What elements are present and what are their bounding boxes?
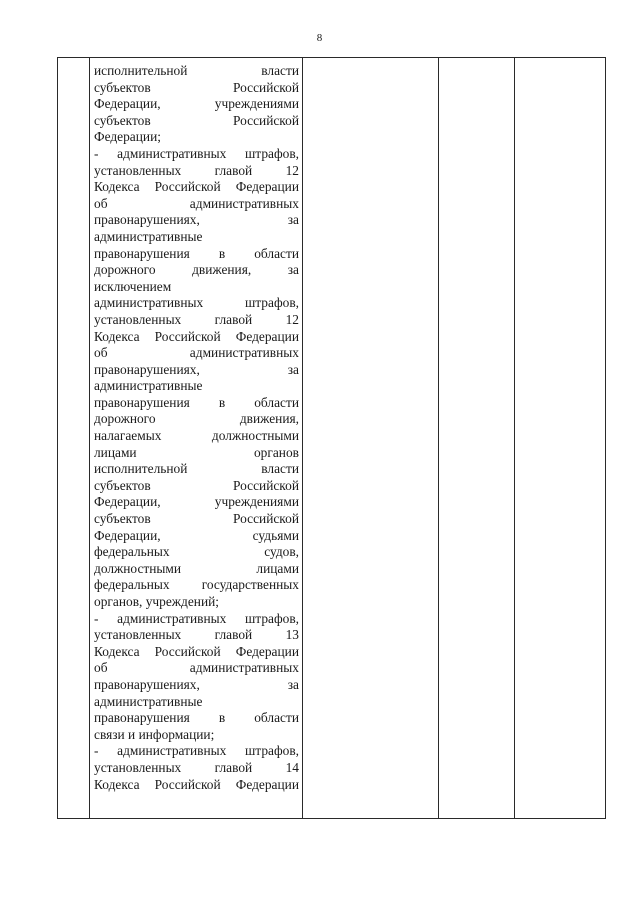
text-line: должностными лицами [94, 560, 299, 576]
text-line: дорожного движения, [94, 411, 299, 427]
text-line: Федерации, учреждениями [94, 96, 299, 112]
text-line: исполнительной власти [94, 63, 299, 78]
cell-empty-5 [515, 58, 606, 819]
text-line: налагаемых должностными [94, 428, 299, 444]
text-line: связи и информации; [94, 726, 215, 742]
text-line: Кодекса Российской Федерации [94, 179, 299, 195]
text-line: об административных [94, 345, 299, 361]
document-table [57, 57, 606, 819]
page-number: 8 [316, 32, 323, 44]
text-line: установленных главой 12 [94, 162, 299, 178]
description-text [90, 58, 302, 793]
text-line: Кодекса Российской Федерации [94, 776, 299, 792]
text-line: административные [94, 693, 203, 709]
text-line: Федерации, учреждениями [94, 494, 299, 510]
text-line: Федерации, судьями [94, 527, 299, 543]
text-line: органов, учреждений; [94, 594, 220, 609]
text-line: Кодекса Российской Федерации [94, 643, 299, 659]
text-line: об административных [94, 660, 299, 676]
cell-empty-4 [439, 58, 515, 819]
text-line: об административных [94, 195, 299, 211]
text-line: Кодекса Российской Федерации [94, 328, 299, 344]
text-line: правонарушения в области [94, 394, 299, 410]
text-line: административные [94, 378, 203, 394]
text-line: правонарушениях, за [94, 361, 299, 377]
text-line: административные [94, 228, 203, 244]
text-line: установленных главой 12 [94, 311, 299, 327]
text-line: Федерации; [94, 129, 161, 145]
cell-description [90, 58, 303, 819]
cell-empty-3 [303, 58, 439, 819]
text-line: субъектов Российской [94, 112, 299, 128]
table-row [58, 58, 606, 819]
text-line: - административных штрафов, [94, 610, 299, 626]
text-line: субъектов Российской [94, 511, 299, 527]
text-line: правонарушениях, за [94, 676, 299, 692]
text-line: федеральных судов, [94, 544, 299, 560]
text-line: - административных штрафов, [94, 743, 299, 759]
text-line: федеральных государственных [94, 577, 299, 593]
text-line: исключением [94, 278, 172, 294]
text-line: - административных штрафов, [94, 145, 299, 161]
cell-number [58, 58, 90, 819]
text-line: установленных главой 14 [94, 759, 299, 775]
text-line: установленных главой 13 [94, 627, 299, 643]
text-line: правонарушениях, за [94, 212, 299, 228]
text-line: дорожного движения, за [94, 262, 299, 278]
text-line: правонарушения в области [94, 245, 299, 261]
text-line: правонарушения в области [94, 710, 299, 726]
text-line: лицами органов [94, 444, 299, 460]
text-line: субъектов Российской [94, 79, 299, 95]
text-line: субъектов Российской [94, 477, 299, 493]
text-line: административных штрафов, [94, 295, 299, 311]
text-line: исполнительной власти [94, 461, 299, 477]
